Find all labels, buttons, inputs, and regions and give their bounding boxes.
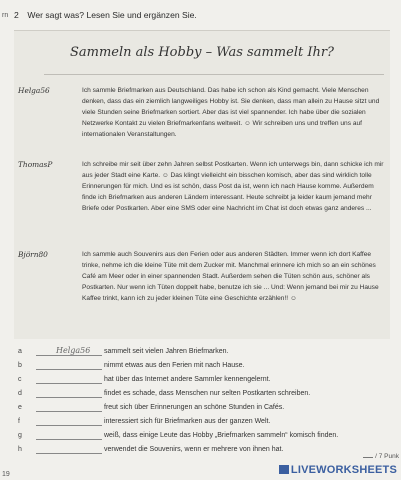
item-letter: e bbox=[18, 404, 22, 411]
post-text: Ich sammle Briefmarken aus Deutschland. Das habe ich schon als Kind gemacht. Viele Menschen denken, dass das ein ziemlich langweiliges Hobby ist. Sie denken, dass man allein zu Hause sitzt und viele Stunden seine Briefmarken sortiert. Aber das ist viel spannender. Ich habe über die sozialen Netzwerke Kontakt zu vielen Briefmarkenfans weltweit. ☺ Wir schreiben uns und treffen uns auf internationalen Veranstaltungen. bbox=[82, 87, 380, 138]
answer-field[interactable]: Helga56 bbox=[36, 346, 102, 356]
post-username: Björn80 bbox=[18, 250, 48, 259]
item-text: weiß, dass einige Leute das Hobby „Briefmarken sammeln“ komisch finden. bbox=[104, 432, 339, 439]
answer-field[interactable] bbox=[36, 374, 102, 384]
answer-field[interactable] bbox=[36, 444, 102, 454]
answer-field[interactable] bbox=[36, 388, 102, 398]
item-letter: h bbox=[18, 446, 22, 453]
item-text: hat über das Internet andere Sammler kennengelernt. bbox=[104, 376, 271, 383]
exercise-item bbox=[18, 446, 390, 458]
item-text: nimmt etwas aus den Ferien mit nach Hause. bbox=[104, 362, 245, 369]
task-instruction bbox=[14, 10, 197, 20]
points-counter bbox=[363, 453, 399, 460]
title-divider bbox=[44, 74, 384, 75]
exercise-item bbox=[18, 376, 390, 388]
exercise-item bbox=[18, 348, 390, 360]
post-username: ThomasP bbox=[18, 160, 53, 169]
item-text: findet es schade, dass Menschen nur selten Postkarten schreiben. bbox=[104, 390, 311, 397]
points-blank bbox=[363, 457, 373, 458]
edge-number: rn bbox=[2, 12, 9, 19]
item-letter: c bbox=[18, 376, 22, 383]
answer-field[interactable] bbox=[36, 402, 102, 412]
task-number: 2 bbox=[14, 10, 19, 20]
reading-panel bbox=[14, 30, 390, 339]
item-letter: d bbox=[18, 390, 22, 397]
item-letter: f bbox=[18, 418, 20, 425]
exercise-item bbox=[18, 390, 390, 402]
reading-title: Sammeln als Hobby – Was sammelt Ihr? bbox=[69, 45, 335, 60]
exercise-item bbox=[18, 432, 390, 444]
item-text: interessiert sich für Briefmarken aus der ganzen Welt. bbox=[104, 418, 271, 425]
item-letter: a bbox=[18, 348, 22, 355]
points-label: / 7 Punk bbox=[375, 453, 399, 460]
answer-field[interactable] bbox=[36, 416, 102, 426]
item-text: freut sich über Erinnerungen an schöne Stunden in Cafés. bbox=[104, 404, 285, 411]
post-text: Ich schreibe mir seit über zehn Jahren selbst Postkarten. Wenn ich unterwegs bin, dann schicke ich mir aus jeder Stadt eine Karte. ☺ Das klingt vielleicht ein bisschen komisch, aber das sind wirklich tolle Erinnerungen für mich. Und es ist schön, dass Post da ist, wenn ich nach Hause komme. Außerdem finde ich Briefmarken aus anderen Ländern interessant. Heute schreibt ja leider kaum jemand mehr Briefe oder Postkarten. Aber eine SMS oder eine Nachricht im Chat ist doch etwas ganz anderes ... bbox=[82, 161, 384, 212]
logo-text: LIVEWORKSHEETS bbox=[290, 464, 397, 476]
item-letter: g bbox=[18, 432, 22, 439]
answer-field[interactable] bbox=[36, 360, 102, 370]
page-number: 19 bbox=[2, 471, 10, 478]
post-username: Helga56 bbox=[18, 86, 50, 95]
item-text: verwendet die Souvenirs, wenn er mehrere von ihnen hat. bbox=[104, 446, 284, 453]
item-letter: b bbox=[18, 362, 22, 369]
item-text: sammelt seit vielen Jahren Briefmarken. bbox=[104, 348, 229, 355]
liveworksheets-logo[interactable] bbox=[279, 464, 397, 476]
post-text: Ich sammle auch Souvenirs aus den Ferien oder aus anderen Städten. Immer wenn ich dort Kaffee trinke, nehme ich die kleine Tüte mit dem Zucker mit. Manchmal erinnere ich mich so an ein schönes Café am Meer oder in einer spannenden Stadt. Außerdem sehen die Tüten schön aus, schöner als Postkarten. Nur wenn ich Tüten doppelt habe, benutze ich sie ... Und: Wenn jemand bei mir zu Hause Kaffee trinkt, kann ich zu jeder kleinen Tüte eine Geschichte erzählen!! ☺ bbox=[82, 251, 379, 302]
exercise-item bbox=[18, 404, 390, 416]
logo-icon bbox=[279, 465, 289, 474]
answer-field[interactable] bbox=[36, 430, 102, 440]
exercise-item bbox=[18, 362, 390, 374]
exercise-item bbox=[18, 418, 390, 430]
task-text: Wer sagt was? Lesen Sie und ergänzen Sie. bbox=[27, 10, 197, 20]
